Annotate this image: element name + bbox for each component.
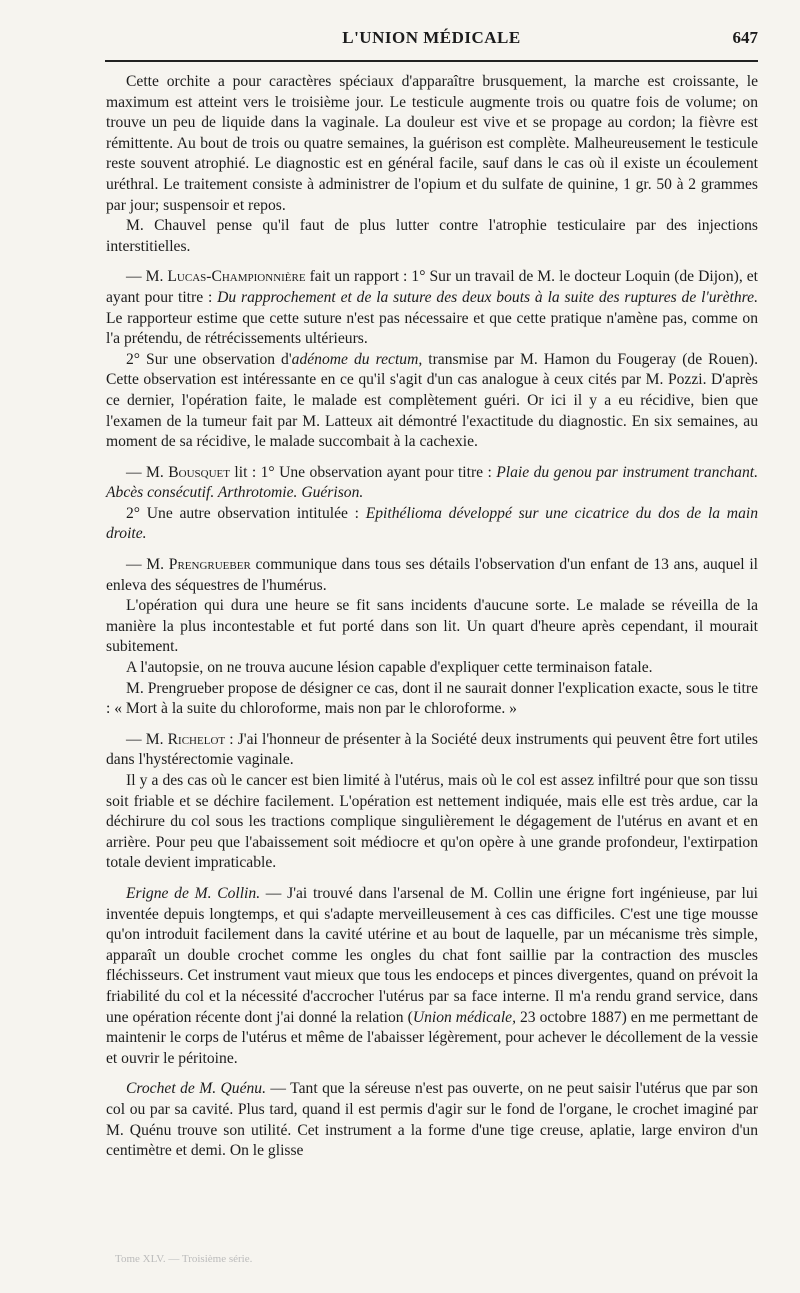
paragraph-epithelioma: 2° Une autre observation intitulée : Epithélioma développé sur une cicatrice du dos de la main droite. [106,504,758,543]
section-title: Erigne de M. Collin. [126,884,261,902]
page-number: 647 [732,28,758,47]
paragraph-autopsie: A l'autopsie, on ne trouva aucune lésion capable d'expliquer cette terminaison fatale. [126,659,653,677]
volume-signature: Tome XLV. — Troisième série. [115,1253,253,1265]
paragraph-richelot: — M. Richelot : J'ai l'honneur de présenter à la Société deux instruments qui peuvent être fort utiles dans l'hystérectomie vaginale. [106,730,758,769]
paragraph-adenome: 2° Sur une observation d'adénome du rectum, transmise par M. Hamon du Fougeray (de Rouen). Cette observation est intéressante en ce qu'il s'agit d'un cas analogue à ceux cités par M. Pozzi. D'après ce dernier, l'opération faite, le malade est complètement guéri. Or ici il y a eu récidive, bien que l'examen de la tumeur fait par M. Latteux ait démontré l'exactitude du diagnostic. En six semaines, au moment de sa récidive, le malade succombait à la cachexie. [106,350,758,451]
journal-title: L'UNION MÉDICALE [342,28,521,47]
header-rule [105,60,758,62]
paragraph-prengrueber: — M. Prengrueber communique dans tous ses détails l'observation d'un enfant de 13 ans, auquel il enleva des séquestres de l'humérus. [106,556,759,594]
speaker-name: Prengrueber [168,556,251,574]
work-title: Plaie du genou par instrument tranchant. Abcès consécutif. Arthrotomie. Guérison. [106,463,758,502]
paragraph-orchite: Cette orchite a pour caractères spéciaux d'apparaître brusquement, la marche est croissante, le maximum est atteint vers le troisième jour. Le testicule augmente trois ou quatre fois de volume; on trouve un peu de liquide dans la vaginale. La douleur est vive et se propage au cordon; la fièvre est rémittente. Au bout de trois ou quatre semaines, la guérison est complète. Malheureusement le testicule reste souvent atrophié. Le diagnostic est en général facile, sauf dans le cas où il existe un écoulement uréthral. Le traitement consiste à administrer de l'opium et du sulfate de quinine, 1 gr. 50 à 2 grammes par jour; suspensoir et repos. [106,73,758,214]
running-header [105,26,758,56]
paragraph-bousquet: — M. Bousquet lit : 1° Une observation ayant pour titre : Plaie du genou par instrument tranchant. Abcès consécutif. Arthrotomie. Guérison. [106,463,758,502]
paragraph-chloroforme: M. Prengrueber propose de désigner ce cas, dont il ne saurait donner l'explication exacte, sous le titre : « Mort à la suite du chloroforme, mais non par le chloroforme. » [106,679,758,718]
paragraph-crochet-quenu: Crochet de M. Quénu. — Tant que la séreuse n'est pas ouverte, on ne peut saisir l'utérus que par son col ou par sa cavité. Plus tard, quand il est permis d'agir sur le fond de l'organe, le crochet imaginé par M. Quénu trouve son utilité. Cet instrument a la forme d'une tige creuse, aplatie, large environ d'un centimètre et demi. On le glisse [106,1080,759,1160]
paragraph-cancer: Il y a des cas où le cancer est bien limité à l'utérus, mais où le col est assez infiltré pour que son tissu soit friable et se déchire facilement. L'opération est nettement indiquée, mais elle est très ardue, car la déchirure du col sous les tractions complique singulièrement le dégagement de l'utérus en avant et en arrière. Pour peu que l'abaissement soit médiocre et qu'on opère à une grande profondeur, l'extirpation totale devient impraticable. [106,772,758,872]
paragraph-lucas-championniere: — M. Lucas-Championnière fait un rapport : 1° Sur un travail de M. le docteur Loquin (de Dijon), et ayant pour titre : Du rapprochement et de la suture des deux bouts à la suite des ruptures de l'urèthre. Le rapporteur estime que cette suture n'est pas nécessaire et que cette pratique n'amène pas, comme on l'a prétendu, de rétrécissements ultérieurs. [106,268,758,348]
journal-reference: Union médicale, [412,1008,516,1026]
speaker-name: Bousquet [168,463,230,481]
paragraph-chauvel: M. Chauvel pense qu'il faut de plus lutter contre l'atrophie testiculaire par des injections interstitielles. [106,217,758,255]
article-body [106,72,758,1162]
speaker-name: Lucas-Championnière [167,268,306,286]
work-title: adénome du rectum, [291,350,423,368]
paragraph-erigne-collin: Erigne de M. Collin. — J'ai trouvé dans l'arsenal de M. Collin une érigne fort ingénieuse, par lui inventée depuis longtemps, et qui s'adapte merveilleusement à ces cas difficiles. C'est une tige mousse qu'on introduit facilement dans la cavité utérine et au bout de laquelle, par un mécanisme très simple, apparaît un double crochet comme les ongles du chat font saillie par la contraction des muscles fléchisseurs. Cet instrument vaut mieux que tous les endoceps et pinces divergentes, quand on prévoit la friabilité du col et la nécessité d'accrocher l'utérus par sa face interne. Il m'a rendu grand service, dans une opération récente dont j'ai donné la relation (Union médicale, 23 octobre 1887) en me permettant de maintenir le corps de l'utérus et même de l'abaisser légèrement, pour achever le décollement de la vessie et ouvrir le péritoine. [106,884,758,1067]
speaker-name: Richelot [167,730,226,748]
paragraph-operation: L'opération qui dura une heure se fit sans incidents d'aucune sorte. Le malade se réveilla de la manière la plus incontestable et fut porté dans son lit. Un quart d'heure après cependant, il mourait subitement. [106,597,758,656]
work-title: Epithélioma développé sur une cicatrice du dos de la main droite. [106,504,758,543]
work-title: Du rapprochement et de la suture des deux bouts à la suite des ruptures de l'urèthre. [217,288,758,306]
section-title: Crochet de M. Quénu. [126,1080,267,1098]
